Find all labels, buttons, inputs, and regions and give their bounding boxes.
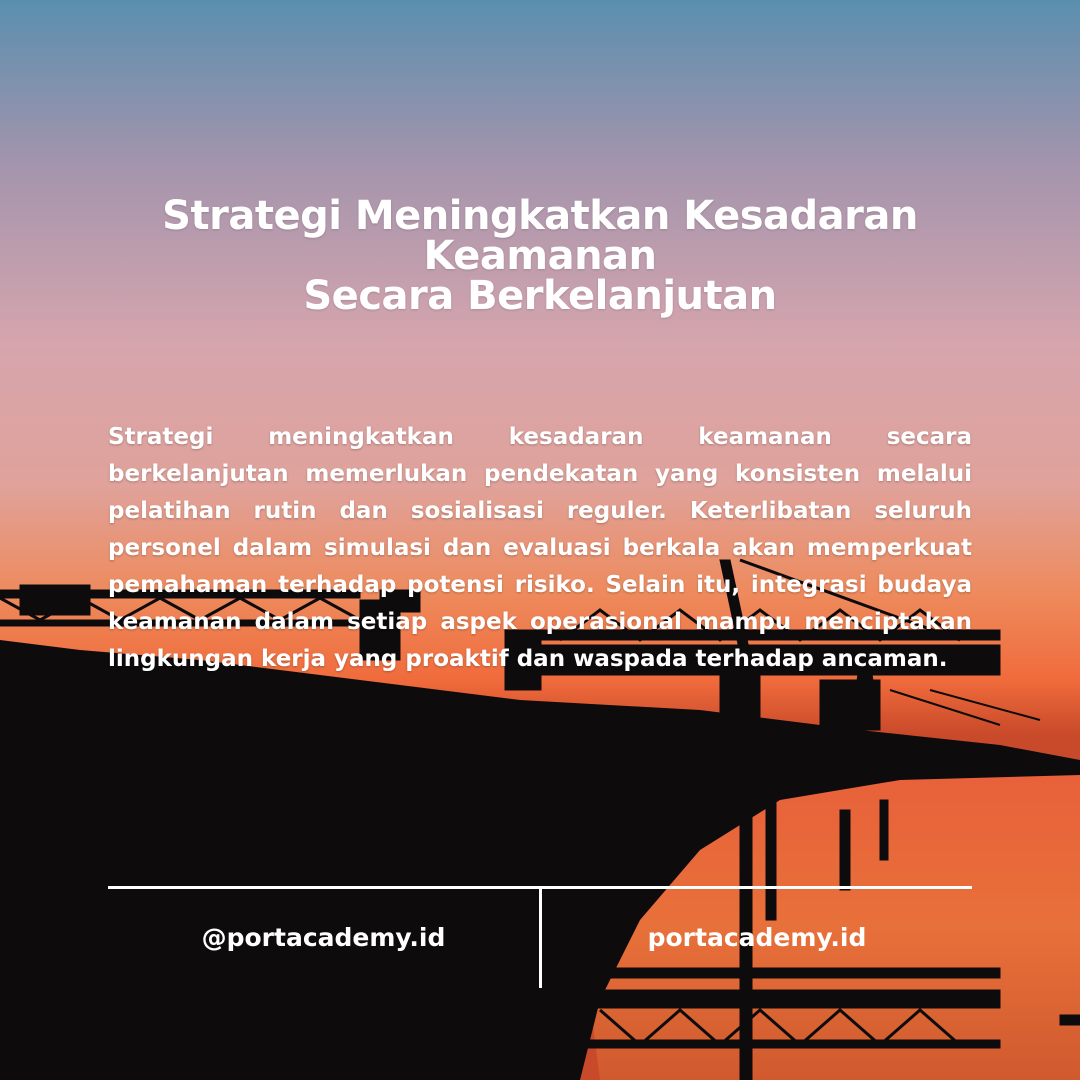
page-title [40,193,1040,319]
website-link[interactable]: portacademy.id [647,923,867,952]
social-handle: @portacademy.id [201,923,446,952]
title-line-1: Strategi Meningkatkan Kesadaran Keamanan [162,193,918,279]
body-paragraph: Strategi meningkatkan kesadaran keamanan secara berkelanjutan memerlukan pendekatan yang konsisten melalui pelatihan rutin dan sosialisasi reguler. Keterlibatan seluruh personel dalam simulasi dan evaluasi berkala akan memperkuat pemahaman terhadap potensi risiko. Selain itu, integrasi budaya keamanan dalam setiap aspek operasional mampu menciptakan lingkungan kerja yang proaktif dan waspada terhadap ancaman. [108,424,972,672]
title-line-2: Secara Berkelanjutan [303,273,777,319]
